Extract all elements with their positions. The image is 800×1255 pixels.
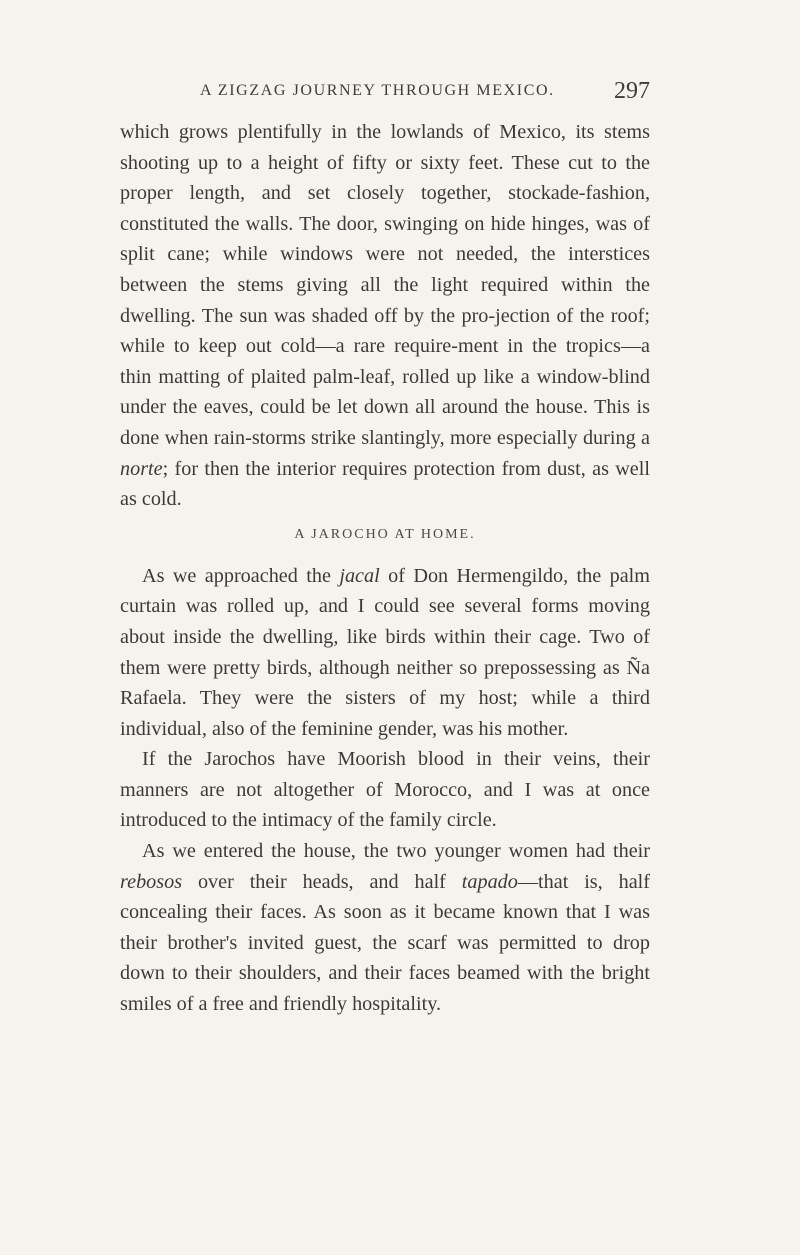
paragraph-1-end: ; for then the interior requires protection from dust, as well as cold. xyxy=(120,457,650,511)
paragraph-1-italic: norte xyxy=(120,457,163,480)
paragraph-4-rest: —that is, half concealing their faces. As soon as it became known that I was their brother's invited guest, the scarf was permitted to drop down to their shoulders, and their faces beamed with the bright smiles of a free and friendly hospitality. xyxy=(120,870,650,1016)
paragraph-3: If the Jarochos have Moorish blood in their veins, their manners are not altogether of Morocco, and I was at once introduced to the intimacy of the family circle. xyxy=(120,748,650,832)
paragraph-4-italic-rebosos: rebosos xyxy=(120,870,183,893)
paragraph-2-italic: jacal xyxy=(339,564,380,587)
paragraph-2 xyxy=(120,561,650,745)
running-title: A ZIGZAG JOURNEY THROUGH MEXICO. xyxy=(200,82,555,99)
paragraph-1 xyxy=(120,117,650,515)
section-heading: A JAROCHO AT HOME. xyxy=(294,526,476,542)
body-text xyxy=(120,117,650,1020)
paragraph-4 xyxy=(120,836,650,1020)
running-head xyxy=(120,78,650,108)
paragraph-4-start: As we entered the house, the two younger women had their xyxy=(142,840,650,863)
paragraph-4-italic-tapado: tapado xyxy=(461,870,518,893)
paragraph-2-rest: of Don Hermengildo, the palm curtain was rolled up, and I could see several forms moving about inside the dwelling, like birds within their cage. Two of them were pretty birds, although neither so prepossessing as Ña Rafaela. They were the sisters of my host; while a third individual, also of the feminine gender, was his mother. xyxy=(120,564,650,740)
page-number: 297 xyxy=(614,78,650,104)
paragraph-2-start: As we approached the xyxy=(142,564,340,587)
paragraph-4-mid: over their heads, and half xyxy=(182,870,462,893)
paragraph-1-text: which grows plentifully in the lowlands of Mexico, its stems shooting up to a height of fifty or sixty feet. These cut to the proper length, and set closely together, stockade-fashion, constituted the walls. The door, swinging on hide hinges, was of split cane; while windows were not needed, the interstices between the stems giving all the light required within the dwelling. The sun was shaded off by the pro-jection of the roof; while to keep out cold—a rare require-ment in the tropics—a thin matting of plaited palm-leaf, rolled up like a window-blind under the eaves, could be let down all around the house. This is done when rain-storms strike slantingly, more especially during a xyxy=(120,121,650,449)
